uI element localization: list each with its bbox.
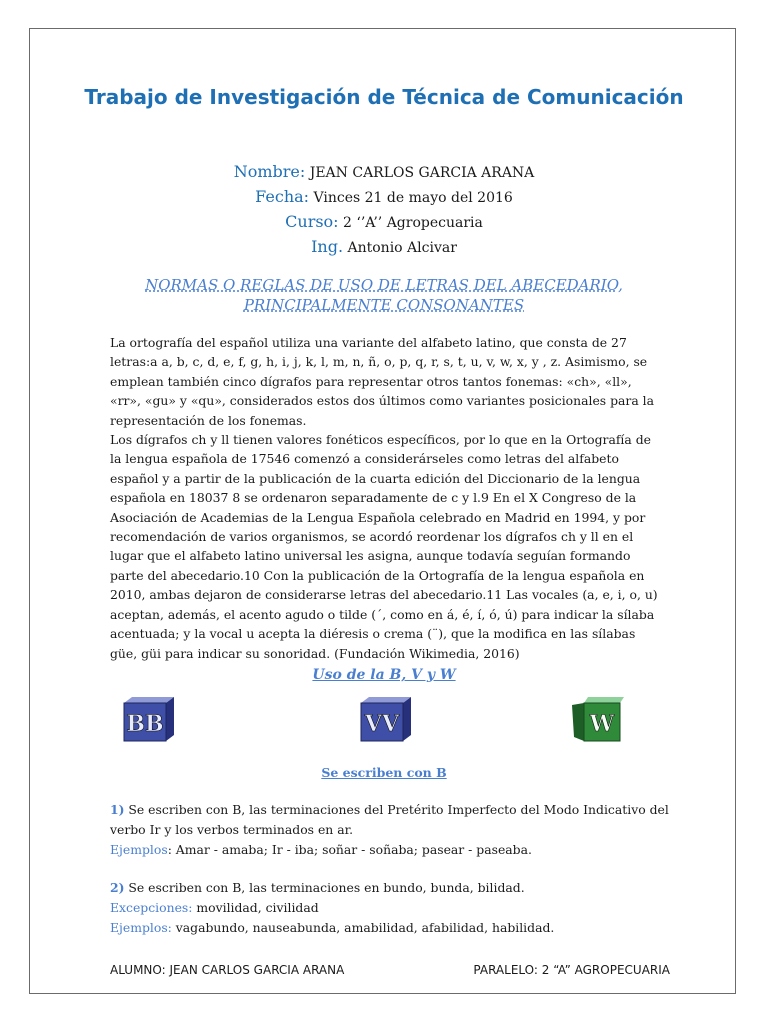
examples-text: vagabundo, nauseabunda, amabilidad, afabilidad, habilidad. — [171, 920, 555, 935]
subsection-title: Se escriben con B — [321, 765, 447, 780]
rules-list — [110, 800, 670, 938]
rule-item — [110, 878, 670, 898]
page-footer — [110, 963, 670, 977]
rule-item — [110, 800, 670, 840]
examples-label: Ejemplos: — [110, 920, 172, 935]
exceptions-label: Excepciones: — [110, 900, 193, 915]
letter-block-v-icon — [357, 695, 413, 743]
section-title: Uso de la B, V y W — [312, 667, 456, 683]
curso-label: Curso: — [285, 212, 339, 231]
curso-line — [60, 210, 708, 235]
paragraph: La ortografía del español utiliza una variante del alfabeto latino, que consta de 27 letras:a a, b, c, d, e, f, g, h, i, j, k, l, m, n, ñ, o, p, q, r, s, t, u, v, w, x, y , z. Asimismo, se emplean también cinco dígrafos para representar otros tantos fonemas: «ch», «ll», «rr», «gu» y «qu», considerados estos dos últimos como variantes posicionales para la representación de los fonemas. — [110, 335, 655, 428]
ing-line — [60, 235, 708, 260]
footer-class: PARALELO: 2 “A” AGROPECUARIA — [473, 963, 670, 977]
ing-value: Antonio Alcivar — [343, 240, 457, 256]
nombre-value: JEAN CARLOS GARCIA ARANA — [305, 165, 535, 181]
fecha-label: Fecha: — [255, 187, 310, 206]
ing-label: Ing. — [311, 237, 344, 256]
nombre-line — [60, 160, 708, 185]
document-subtitle: NORMAS O REGLAS DE USO DE LETRAS DEL ABECEDARIO, PRINCIPALMENTE CONSONANTES — [145, 276, 623, 314]
exceptions-text: movilidad, civilidad — [192, 900, 319, 915]
nombre-label: Nombre: — [233, 162, 306, 181]
rule-examples — [110, 918, 670, 938]
fecha-value: Vinces 21 de mayo del 2016 — [309, 190, 513, 206]
paragraph: Los dígrafos ch y ll tienen valores fonéticos específicos, por lo que en la Ortografía de la lengua española de 17546 comenzó a considerárseles como letras del alfabeto español y a partir de la publicación de la cuarta edición del Diccionario de la lengua española en 18037 8 se ordenaron separadamente de c y l.9 En el X Congreso de la Asociación de Academias de la Lengua Española celebrado en Madrid en 1994, y por recomendación de varios organismos, se acordó reordenar los dígrafos ch y ll en el lugar que el alfabeto latino universal les asigna, aunque todavía seguían formando parte del abecedario.10 Con la publicación de la Ortografía de la lengua española en 2010, ambas dejaron de considerarse letras del abecedario.11 Las vocales (a, e, i, o, u) aceptan, además, el acento agudo o tilde (´, como en á, é, í, ó, ú) para indicar la sílaba acentuada; y la vocal u acepta la diéresis o crema (¨), que la modifica en las sílabas güe, güi para indicar su sonoridad. (Fundación Wikimedia, 2016) — [110, 432, 658, 661]
block-label: W — [589, 711, 615, 737]
rule-text: Se escriben con B, las terminaciones del Pretérito Imperfecto del Modo Indicativo del verbo Ir y los verbos terminados en ar. — [110, 802, 669, 837]
footer-student: ALUMNO: JEAN CARLOS GARCIA ARANA — [110, 963, 345, 977]
examples-label: Ejemplos — [110, 842, 168, 857]
rule-text: Se escriben con B, las terminaciones en bundo, bunda, bilidad. — [124, 880, 525, 895]
letter-block-b-icon — [120, 695, 176, 743]
header-info — [60, 160, 708, 260]
document-title: Trabajo de Investigación de Técnica de Comunicación — [84, 85, 684, 109]
rule-examples — [110, 840, 670, 860]
examples-text: : Amar - amaba; Ir - iba; soñar - soñaba; pasear - paseaba. — [167, 842, 532, 857]
curso-value: 2 ‘’A’’ Agropecuaria — [338, 215, 483, 231]
fecha-line — [60, 185, 708, 210]
rule-number: 1) — [110, 802, 125, 817]
body-text — [110, 333, 660, 663]
block-label: VV — [364, 711, 400, 737]
rule-number: 2) — [110, 880, 125, 895]
rule-exceptions — [110, 898, 670, 918]
block-label: BB — [126, 711, 164, 737]
letter-block-w-icon — [570, 695, 626, 743]
